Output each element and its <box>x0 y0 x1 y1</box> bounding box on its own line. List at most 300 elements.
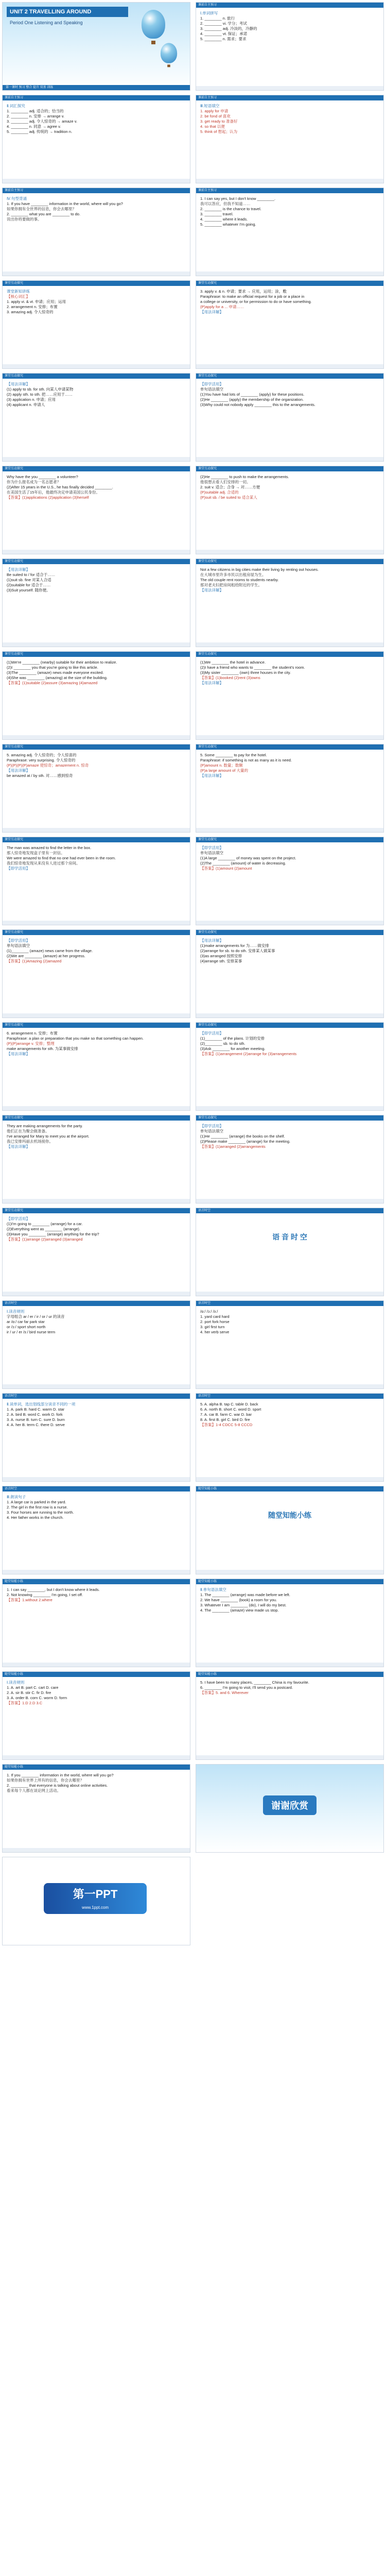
slide-text-line: 1. I can say ________, but I don't know where it leads. <box>7 1587 100 1592</box>
slide-text-line: 我可以答应，但我不知道…… <box>200 201 251 206</box>
slide-header: 课堂互动探究 <box>3 1208 190 1213</box>
slide-row <box>0 1206 386 1298</box>
slide-body <box>196 8 383 45</box>
slide[interactable] <box>196 1115 384 1204</box>
slide-row <box>0 278 386 371</box>
slide-header: 课堂互动探究 <box>196 652 383 657</box>
slide-text-line: 3. A. order B. corn C. worm D. form <box>7 1696 67 1700</box>
slide-header: 课堂互动探究 <box>196 559 383 564</box>
slide-text-line: 【即学活用】 <box>7 866 30 871</box>
slide-header: 课堂互动探究 <box>196 930 383 935</box>
slide-text-line: 3. get ready to 准备好 <box>200 119 238 124</box>
slide-text-line: 4. so that 以便 <box>200 124 225 129</box>
slide-text-line: The man was amazed to find the letter in the box. <box>7 845 92 850</box>
slide-footer <box>196 457 383 461</box>
slide-body <box>196 564 383 596</box>
slide-text-line: 【答案】(1)applications (2)application (3)herself <box>7 495 89 500</box>
slide-body <box>3 1584 190 1606</box>
slide-footer <box>3 1755 190 1759</box>
slide-row <box>0 1020 386 1113</box>
slide-body <box>3 564 190 596</box>
slide-text-line: 单句语法填空 <box>200 1129 223 1133</box>
slide-header: 课堂互动探究 <box>196 466 383 471</box>
slide[interactable] <box>196 837 384 925</box>
slide-header: 随堂知能小练 <box>3 1765 190 1770</box>
slide-text-line: 5. think of 想起；认为 <box>200 129 238 134</box>
slide[interactable] <box>2 95 190 183</box>
slide-text-line: 1. If you have ________ information in the world, where will you go? <box>7 201 123 206</box>
slide[interactable] <box>2 466 190 554</box>
slide-body <box>3 193 190 225</box>
slide-text-line: (4)She was ________ (amazing) at the size of the building. <box>7 675 108 680</box>
slide-text-line: 3. apply v. & n. 申请；要求 → 应用，运用；涂，敷 <box>200 289 287 294</box>
slide-text-line: (2)I have a friend who wants to ________ the student's room. <box>200 665 305 670</box>
slide-text-line: a college or university, or for permission to do or have something. <box>200 299 312 304</box>
slide-row <box>0 185 386 278</box>
cover-slide[interactable] <box>2 2 190 91</box>
slide-header: 课堂互动探究 <box>196 744 383 750</box>
slide-header: 课前自主预习 <box>196 188 383 193</box>
slide[interactable] <box>196 2 384 91</box>
slide-header: 课堂互动探究 <box>3 1023 190 1028</box>
slide-text-line: (2) apply sth. to sth. 把……应用于…… <box>7 392 73 397</box>
slide-text-line: 4. her verb serve <box>200 1330 230 1334</box>
slide-text-line: /ɑː/ /ɔː/ /ɜː/ <box>200 1309 218 1314</box>
slide[interactable] <box>196 1393 384 1482</box>
slide-text-line: (1)________ (amaze) news came from the village. <box>7 948 93 953</box>
slide-body <box>3 379 190 411</box>
slide-row <box>0 649 386 742</box>
slide[interactable] <box>2 1022 190 1111</box>
slide-header: 课堂互动探究 <box>3 652 190 657</box>
slide-body <box>196 657 383 689</box>
slide-body <box>3 1399 190 1431</box>
slide-text-line: 【用法详解】 <box>200 310 223 314</box>
slide[interactable] <box>196 1208 384 1296</box>
slide-footer <box>196 550 383 554</box>
slide-text-line: 【核心词汇】 <box>7 294 30 299</box>
slide-text-line: 2. A. bird B. word C. work D. fork <box>7 1412 63 1417</box>
slide-text-line: (1)We ________ the hotel in advance. <box>200 660 266 665</box>
slide-text-line: Be suited to / for 适合于…… <box>7 572 56 577</box>
slide[interactable] <box>2 558 190 647</box>
slide-footer <box>196 1106 383 1110</box>
slide-body <box>3 1028 190 1060</box>
slide-footer <box>3 179 190 183</box>
slide-text-line: 4. ________ n. 同意 → agree v. <box>7 124 61 129</box>
balloon-icon <box>161 43 177 63</box>
slide[interactable] <box>196 1022 384 1111</box>
slide-header: 课堂互动探究 <box>3 281 190 286</box>
slide-text-line: 【答案】(1)amount (2)amount <box>200 866 252 871</box>
slide[interactable] <box>196 651 384 740</box>
slide-text-line: 5. Some ________ to pay for the hotel. <box>200 753 267 757</box>
slide-header: 随堂知能小练 <box>196 1672 383 1677</box>
slide-text-line: (2)Please make ________ (arrange) for the meeting. <box>200 1139 291 1144</box>
slide-text-line: 4. ________ where it leads. <box>200 217 248 222</box>
slide-body <box>3 1770 190 1797</box>
slide-text-line: 2. port fork horse <box>200 1319 230 1324</box>
slide-row <box>0 93 386 185</box>
slide-text-line: 2. ________ what you are ________ to do. <box>7 212 81 216</box>
slide[interactable] <box>2 651 190 740</box>
slide-text-line: (3)Suit yourself. 随你便。 <box>7 588 50 592</box>
slide[interactable] <box>2 188 190 276</box>
slide-footer <box>196 642 383 647</box>
slide-header: 随堂知能小练 <box>196 1486 383 1492</box>
slide-footer <box>3 364 190 368</box>
slide-header: 课堂互动探究 <box>196 1115 383 1121</box>
slide-text-line: 我已安排玛丽去机场接你。 <box>7 1139 53 1144</box>
slide-text-line: Ⅲ.朗读句子 <box>7 1495 26 1499</box>
slide-text-line: 【答案】(1)arrange (2)arranged (3)arranged <box>7 1237 83 1242</box>
slide-text-line: ar /ɑː/ car far park star <box>7 1319 45 1324</box>
slide-body <box>196 842 383 874</box>
slide-text-line: 【答案】1.D 2.D 3.C <box>7 1701 43 1705</box>
slide-text-line: 单句语法填空 <box>200 851 223 855</box>
slide[interactable] <box>196 373 384 462</box>
cover-tagline: 第一课时 预习 整合 提升 双基 训练 <box>3 85 190 90</box>
slide-text-line: 2. Not knowing ________ I'm going, I set off. <box>7 1592 83 1597</box>
slide-text-line: (3)Ask ________ for another meeting. <box>200 1046 266 1051</box>
slide-header: 课前自主预习 <box>196 3 383 8</box>
slide-text-line: 3. amazing adj. 令人惊奇的 <box>7 310 54 314</box>
slide-text-line: 4. A. her B. term C. there D. serve <box>7 1422 65 1427</box>
slide-text-line: 3. Four horses are running to the north. <box>7 1510 74 1515</box>
slide-text-line: 6. ________ I'm going to visit, I'll send you a postcard. <box>200 1685 293 1690</box>
slide-text-line: (2)We are ________ (amaze) at her progress. <box>7 954 85 958</box>
slide-text-line: 1. A. art B. part C. cart D. care <box>7 1685 59 1690</box>
period-title: Period One Listening and Speaking <box>10 20 83 25</box>
slide-row <box>0 1391 386 1484</box>
slide[interactable] <box>196 929 384 1018</box>
slide-row <box>0 835 386 927</box>
slide[interactable] <box>196 1486 384 1574</box>
slide-text-line: 【用法详解】 <box>7 768 30 773</box>
slide-text-line: 语 音 时 空 <box>272 1233 307 1241</box>
slide-header: 课堂互动探究 <box>3 1115 190 1121</box>
slide-footer <box>3 1384 190 1388</box>
slide-header: 随堂知能小练 <box>3 1579 190 1584</box>
slide-text-line: 字母组合 ar / er / ir / or / ur 的读音 <box>7 1314 65 1319</box>
slide-text-line: (1)make arrangements for 为……做安排 <box>200 943 269 948</box>
slide-text-line: 2. ________ vi. 学分；考试 <box>200 21 247 26</box>
slide-header: 课堂互动探究 <box>3 744 190 750</box>
slide[interactable] <box>2 744 190 833</box>
slide-row <box>0 371 386 464</box>
brand-logo <box>44 1883 147 1914</box>
slide-text-line: 【用法详解】 <box>200 773 223 778</box>
slide-text-line: 那人惊奇地发现盒子里有一封信。 <box>7 851 65 855</box>
slide-footer <box>3 1292 190 1296</box>
slide-text-line: 【用法详解】 <box>7 1052 30 1056</box>
slide-header: 课堂互动探究 <box>3 837 190 842</box>
slide-text-line: (3)The ________ (amaze) news made everyone excited. <box>7 670 104 675</box>
slide-body <box>3 935 190 967</box>
slide[interactable] <box>2 1115 190 1204</box>
slide-text-line: 1. yard card hard <box>200 1314 230 1319</box>
slide-header: 课堂互动探究 <box>196 374 383 379</box>
slide[interactable] <box>196 466 384 554</box>
slide-footer <box>3 1013 190 1018</box>
slide-text-line: (2)He ________ (apply) the membership of the organization. <box>200 397 304 402</box>
slide-text-line: (2)arrange for sb. to do sth. 安排某人做某事 <box>200 948 275 953</box>
slide-text-line: (3)My sister ________ (own) three houses in the city. <box>200 670 291 675</box>
slide-text-line: 1. apply for 申请 <box>200 109 229 113</box>
slide-text-line: (1)suit sb. fine 对某人合适 <box>7 578 51 582</box>
slide-text-line: 4. ________ vt. 保证；承诺 <box>200 31 248 36</box>
brand-url: www.1ppt.com <box>81 1905 109 1910</box>
slide-text-line: 看来每个人都在谈论网上活动。 <box>7 1788 61 1793</box>
slide[interactable] <box>196 188 384 276</box>
slide-text-line: (P)amount n. 数量；数额 <box>200 763 243 768</box>
slide-text-line: 5. amazing adj. 令人惊奇的；令人惊喜的 <box>7 753 77 757</box>
slide-body <box>3 1306 190 1338</box>
slide-footer <box>3 642 190 647</box>
slide-text-line: 【用法详解】 <box>200 938 223 943</box>
slide-row <box>0 1113 386 1206</box>
slide-body <box>196 1677 383 1699</box>
slide-header: 课堂互动探究 <box>196 281 383 286</box>
slide[interactable] <box>2 1393 190 1482</box>
slide-text-line: 4. The ________ (amaze) view made us stop. <box>200 1608 279 1613</box>
slide-text-line: 5. ________ n. 需求；要求 <box>200 37 247 41</box>
slide-body <box>3 1213 190 1245</box>
slide[interactable] <box>196 744 384 833</box>
slide-text-line: 【即学活用】 <box>200 1124 223 1128</box>
slide[interactable] <box>2 1579 190 1667</box>
slide-text-line: 3. Whatever I am ________ (do), I will do my best. <box>200 1603 287 1607</box>
slide-text-line: 【即学活用】 <box>200 382 223 386</box>
slide-header: 语音时空 <box>196 1394 383 1399</box>
slide-footer <box>196 179 383 183</box>
slide-text-line: Not a few citizens in big cities make their living by renting out houses. <box>200 567 319 572</box>
slide-text-line: 【用法详解】 <box>200 588 223 592</box>
slide[interactable] <box>2 1486 190 1574</box>
slide-text-line: (P)suit sb. / be suited to 适合某人 <box>200 495 257 500</box>
slide[interactable] <box>2 280 190 369</box>
slide-body <box>196 1492 383 1523</box>
slide-text-line: be amazed at / by sth. 对……感到惊奇 <box>7 773 73 778</box>
slide-text-line: (P)(P)arrange v. 安排；整理 <box>7 1041 55 1046</box>
slide-text-line: (4)arrange sth. 安排某事 <box>200 959 242 963</box>
slide-footer <box>196 735 383 739</box>
unit-title: UNIT 2 TRAVELLING AROUND <box>7 7 128 17</box>
slide-text-line: Ⅰ.读音规则 <box>7 1680 25 1685</box>
brand-name: 第一PPT <box>73 1888 118 1901</box>
slide-text-line: 2. ________ n. 安排 → arrange v. <box>7 114 65 118</box>
slide-header: 课堂互动探究 <box>3 559 190 564</box>
slide[interactable] <box>2 1208 190 1296</box>
slide-text-line: 我们惊奇地发现从来没有人进过那个房间。 <box>7 861 80 866</box>
slide-header: 课前自主预习 <box>3 95 190 100</box>
slide-footer <box>196 1477 383 1481</box>
slide-text-line: 3. ________ adj. 令人惊奇的 → amaze v. <box>7 119 78 124</box>
slide-text-line: 【即学活用】 <box>200 845 223 850</box>
slide-text-line: 1. If you ________ information in the world, where will you go? <box>7 1773 114 1777</box>
slide[interactable] <box>2 1671 190 1760</box>
slide-text-line: Paraphrase: very surprising. 令人惊奇的 <box>7 758 76 762</box>
slide-text-line: 【答案】1.without 2.where <box>7 1598 52 1602</box>
slide[interactable] <box>196 1764 384 1853</box>
slide-text-line: 那对老夫妇把房间租给附近的学生。 <box>200 583 262 587</box>
slide-footer <box>3 828 190 832</box>
slide-text-line: (3)Why could not nobody apply ________ this to the arrangements. <box>200 402 315 407</box>
slide-text-line: (2)________ sb. to do sth. <box>200 1041 245 1046</box>
slide-text-line: (2)I ________ you that you're going to like this article. <box>7 665 98 670</box>
slide[interactable] <box>196 558 384 647</box>
brand-slide[interactable] <box>2 1857 190 1945</box>
slide-text-line: (2)After 15 years in the U.S., he has finally decided ________. <box>7 485 113 489</box>
slide-text-line: 2. ________ that everyone is talking about online activities. <box>7 1783 108 1788</box>
slide-body <box>196 1399 383 1431</box>
slide-text-line: Ⅳ.句型背诵 <box>7 196 27 201</box>
slide-body <box>196 193 383 230</box>
slide-text-line: (1) apply to sb. for sth. 向某人申请某物 <box>7 387 74 392</box>
slide-row <box>0 1298 386 1391</box>
slide-row <box>0 464 386 556</box>
slide-header: 语音时空 <box>3 1301 190 1306</box>
slide[interactable] <box>2 373 190 462</box>
slide-footer <box>3 550 190 554</box>
slide-text-line: 【用法详解】 <box>7 567 30 572</box>
slide-body <box>196 100 383 138</box>
slide-text-line: The old couple rent rooms to students nearby. <box>200 578 279 582</box>
slide-text-line: 【答案】(1)booked (2)rent (3)owns <box>200 675 260 680</box>
slide-text-line: (P)suitable adj. 合适的 <box>200 490 239 495</box>
slide-text-line: Ⅱ.单句语法填空 <box>200 1587 226 1592</box>
slide-text-line: Paraphrase: to make an official request for a job or a place in <box>200 294 305 299</box>
slide-text-line: 【即学活用】 <box>200 1031 223 1036</box>
slide-body <box>3 657 190 689</box>
slide-footer <box>3 735 190 739</box>
slide-text-line: (2)suitable for 适合于…… <box>7 583 51 587</box>
slide-text-line: 他们正在为聚会做准备。 <box>7 1129 49 1133</box>
slide-text-line: 6. arrangement n. 安排；布置 <box>7 1031 58 1036</box>
slide-body <box>196 1213 383 1245</box>
slide-text-line: Ⅰ.单词拼写 <box>200 11 218 15</box>
slide-body <box>196 1028 383 1060</box>
slide-text-line: 【答案】1-4 CDCC 5-8 CCCD <box>200 1422 253 1427</box>
slide-text-line: 7. A. car B. farm C. war D. bar <box>200 1412 252 1417</box>
slide-body <box>3 1677 190 1709</box>
slide[interactable] <box>196 280 384 369</box>
slide-text-line: 8. A. first B. girl C. bird D. fire <box>200 1417 250 1422</box>
slide-text-line: (1)We're ________ (nearby) suitable for their ambition to realize. <box>7 660 117 665</box>
slide-footer <box>196 364 383 368</box>
slide[interactable] <box>2 929 190 1018</box>
slide-text-line: 单句语法填空 <box>7 943 30 948</box>
slide-text-line: (1)You have had lots of ________ (apply) for these positions. <box>200 392 305 397</box>
slide-footer <box>196 1663 383 1667</box>
slide-row <box>0 556 386 649</box>
slide-text-line: 【即学活用】 <box>7 938 30 943</box>
slide-footer <box>196 272 383 276</box>
slide[interactable] <box>196 1579 384 1667</box>
slide-text-line: 他很想去看人们安排的一切。 <box>200 480 251 484</box>
slide-footer <box>196 1292 383 1296</box>
slide-text-line: 2. We have ________ (book) a room for you. <box>200 1598 277 1602</box>
slide-text-line: 【用法详解】 <box>7 382 30 386</box>
slide-text-line: 3. A. nurse B. turn C. sure D. burn <box>7 1417 65 1422</box>
slide-row <box>0 1577 386 1669</box>
slide-body <box>196 935 383 967</box>
slide-text-line: 说出你将要做的事。 <box>7 217 42 222</box>
slide-row <box>0 927 386 1020</box>
slide-text-line: 4. Her father works in the church. <box>7 1515 64 1520</box>
slide-text-line: (2)He ________ to push to make the arrangements. <box>200 474 289 479</box>
slide-body <box>3 471 190 503</box>
slide-text-line: 1. A. park B. hard C. warm D. star <box>7 1407 65 1412</box>
slide-row <box>0 0 386 93</box>
slide[interactable] <box>196 1300 384 1389</box>
slide-text-line: 1. A large car is parked in the yard. <box>7 1500 66 1504</box>
slide[interactable] <box>2 1300 190 1389</box>
slide[interactable] <box>196 1671 384 1760</box>
slide-footer <box>196 1570 383 1574</box>
slide-text-line: 在美国生活了15年后，他最终决定申请美国公民身份。 <box>7 490 100 495</box>
slide-body <box>196 1121 383 1153</box>
slide-header: 语音时空 <box>3 1394 190 1399</box>
slide-body <box>3 842 190 874</box>
slide[interactable] <box>196 95 384 183</box>
slide-footer <box>196 1384 383 1388</box>
slide[interactable] <box>2 837 190 925</box>
slide-text-line: 6. A. north B. short C. word D. sport <box>200 1407 261 1412</box>
slide-text-line: 5. ________ adj. 传统的 → tradition n. <box>7 129 73 134</box>
slide-text-line: (4) applicant n. 申请人 <box>7 402 45 407</box>
slide-text-line: 1. The ________ (arrange) was made before we left. <box>200 1592 290 1597</box>
slide-footer <box>3 1848 190 1852</box>
slide-text-line: (P)(P)(P)(P)amaze 使惊奇；amazement n. 惊奇 <box>7 763 89 768</box>
slide-text-line: Ⅰ.读音规则 <box>7 1309 25 1314</box>
slide-text-line: 2. A. sir B. stir C. fir D. fire <box>7 1690 51 1695</box>
slide-text-line: ir / ur / er /ɜː/ bird nurse term <box>7 1330 56 1334</box>
slide-body <box>196 1306 383 1338</box>
slide-footer <box>3 1663 190 1667</box>
slide-text-line: Ⅲ.短语填空 <box>200 104 220 108</box>
slide-text-line: make arrangements for sth. 为某事做安排 <box>7 1046 78 1051</box>
slide-text-line: I've arranged for Mary to meet you at the airport. <box>7 1134 90 1139</box>
slide-text-line: 5. ________ whatever I'm going. <box>200 222 256 227</box>
slide-text-line: 【答案】(1)arranged (2)arrangements <box>200 1144 266 1149</box>
slide-body <box>196 379 383 411</box>
slide-text-line: 【答案】(1)suitable (2)assure (3)amazing (4)amazed <box>7 681 98 685</box>
slide-text-line: 5. I have been to many places, ________ China is my favourite. <box>200 1680 309 1685</box>
slide-header: 随堂知能小练 <box>196 1579 383 1584</box>
slide[interactable] <box>2 1764 190 1853</box>
slide-body <box>196 1584 383 1616</box>
slide-text-line: 2. be fond of 喜欢 <box>200 114 231 118</box>
slide-text-line: We were amazed to find that no one had ever been in the room. <box>7 856 116 860</box>
slide-text-line: 如果你拥有世界上所有的信息，你会去哪里？ <box>7 1778 84 1783</box>
slide-text-line: 课堂新知讲练 <box>7 289 30 294</box>
slide-text-line: (1)He ________ (arrange) the books on the shelf. <box>200 1134 285 1139</box>
slide-text-line: 如果你拥有全世界的信息，你会去哪里？ <box>7 207 76 211</box>
slide-text-line: 【答案】(1)arrangement (2)arrange for (3)arrangements <box>200 1052 297 1056</box>
slide-footer <box>3 457 190 461</box>
slide-body <box>3 750 190 782</box>
slide-text-line: 1. apply vi. & vt. 申请；应用；运用 <box>7 299 66 304</box>
slide-header: 语音时空 <box>196 1208 383 1213</box>
slide-text-line: (3)as arranged 按照安排 <box>200 954 242 958</box>
slide-body <box>3 100 190 138</box>
slide-text-line: 2. The girl in the first row is a nurse. <box>7 1505 68 1510</box>
slide-text-line: (3)Have you ________ (arrange) anything for the trip? <box>7 1232 99 1236</box>
slide-text-line: (1)________ of the plans. 计划的安排 <box>200 1036 265 1041</box>
slide-footer <box>196 921 383 925</box>
slide-text-line: 你为什么报名成为一名志愿者？ <box>7 480 61 484</box>
